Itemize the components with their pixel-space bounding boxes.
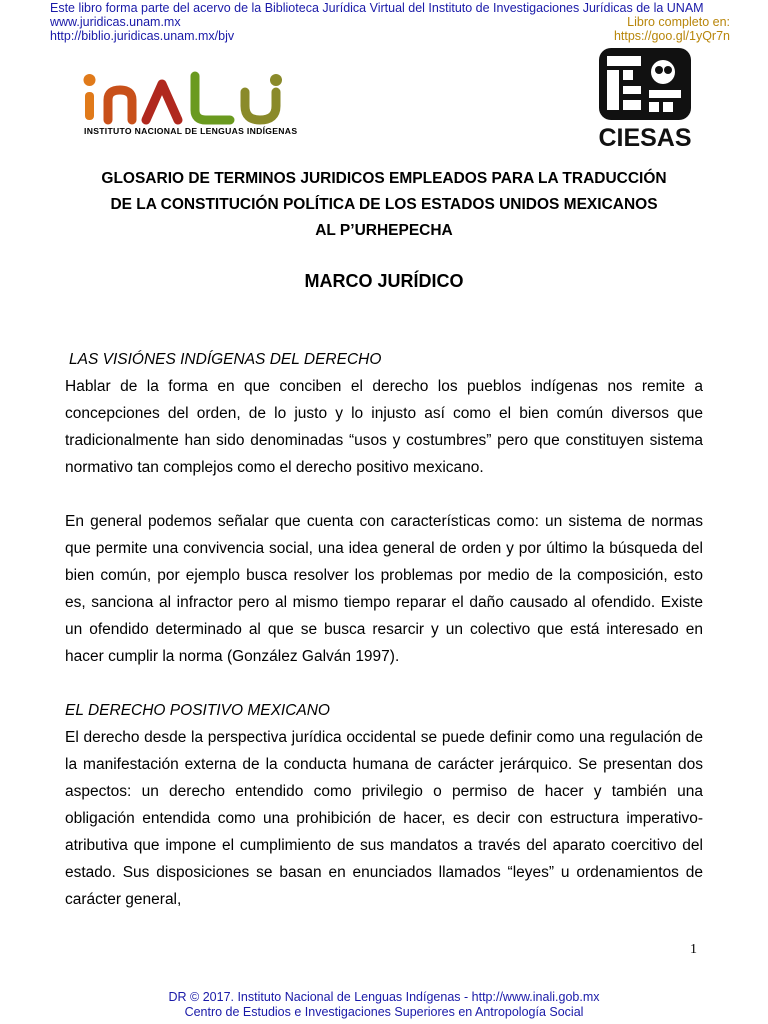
document-body <box>65 346 703 913</box>
footer-line-ciesas: Centro de Estudios e Investigaciones Superiores en Antropología Social <box>184 1005 584 1019</box>
page-number: 1 <box>690 942 697 957</box>
paragraph-1: Hablar de la forma en que conciben el derecho los pueblos indígenas nos remite a concepciones del orden, de lo justo y lo injusto así como el bien común diversos que tradicionalmente han sido denominadas “usos y costumbres” pero que constituyen sistema normativo tan complejos como el derecho positivo mexicano. <box>65 378 703 476</box>
libro-completo-link[interactable]: https://goo.gl/1yQr7n <box>613 29 730 43</box>
inali-wordmark-icon <box>80 70 295 126</box>
bjv-link[interactable]: http://biblio.juridicas.unam.mx/bjv <box>50 29 235 43</box>
document-title <box>40 166 728 244</box>
title-line-2: DE LA CONSTITUCIÓN POLÍTICA DE LOS ESTADOS UNIDOS MEXICANOS <box>110 196 658 213</box>
juridicas-link[interactable]: www.juridicas.unam.mx <box>50 15 181 29</box>
heading-derecho-positivo: EL DERECHO POSITIVO MEXICANO <box>65 702 330 719</box>
ciesas-logo <box>597 46 693 154</box>
footer-line-inali: DR © 2017. Instituto Nacional de Lenguas Indígenas - http://www.inali.gob.mx <box>168 990 600 1004</box>
heading-visiones-indigenas: LAS VISIÓNES INDÍGENAS DEL DERECHO <box>69 351 382 368</box>
title-line-1: GLOSARIO DE TERMINOS JURIDICOS EMPLEADOS PARA LA TRADUCCIÓN <box>101 170 667 187</box>
ciesas-emblem-icon <box>597 46 693 154</box>
section-title: MARCO JURÍDICO <box>304 271 464 291</box>
copyright-footer <box>0 990 768 1020</box>
libro-completo-label: Libro completo en: <box>627 15 730 29</box>
paragraph-3: El derecho desde la perspectiva jurídica occidental se puede definir como una regulación de la manifestación externa de la conducta humana de carácter jerárquico. Se presentan dos aspectos: un derecho entendido como privilegio o permiso de hacer y también una obligación entendida como una prohibición de hacer, es decir con estructura imperativo-atributiva que impone el cumplimiento de sus mandatos a través del aparato coercitivo del estado. Sus disposiciones se basan en enunciados llamados “leyes” u ordenamientos de carácter general, <box>65 729 703 908</box>
paragraph-2: En general podemos señalar que cuenta con características como: un sistema de normas que permite una convivencia social, una idea general de orden y por último la búsqueda del bien común, por ejemplo busca resolver los problemas por medio de la composición, esto es, sanciona al infractor pero al mismo tiempo reparar el daño causado al ofendido. Existe un ofendido determinado al que se busca resarcir y un colectivo que está interesado en hacer cumplir la norma (González Galván 1997). <box>65 513 703 665</box>
header-line-acervo: Este libro forma parte del acervo de la Biblioteca Jurídica Virtual del Instituto de Investigaciones Jurídicas de la UNAM <box>50 1 704 15</box>
inali-logo <box>80 70 298 140</box>
ciesas-label: CIESAS <box>598 124 692 152</box>
inali-caption: INSTITUTO NACIONAL DE LENGUAS INDÍGENAS <box>84 126 298 136</box>
title-line-3: AL P’URHEPECHA <box>315 222 453 239</box>
